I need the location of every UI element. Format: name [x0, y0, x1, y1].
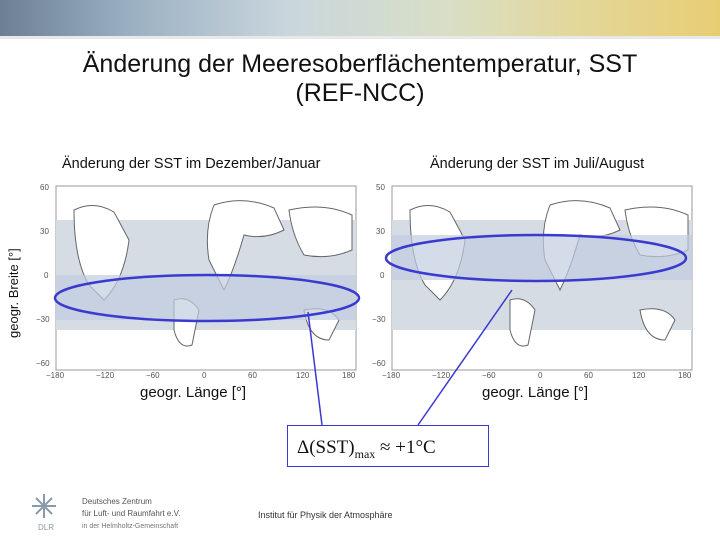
x-tick: 120 [632, 371, 646, 380]
y-axis-label: geogr. Breite [°] [6, 248, 21, 338]
x-tick: 0 [538, 371, 543, 380]
x-tick: 180 [342, 371, 356, 380]
x-tick: 0 [202, 371, 207, 380]
y-tick: −30 [372, 315, 386, 324]
x-tick: −180 [382, 371, 401, 380]
x-tick: 60 [584, 371, 593, 380]
svg-text:für Luft- und Raumfahrt e.V.: für Luft- und Raumfahrt e.V. [82, 509, 181, 518]
y-tick: −30 [36, 315, 50, 324]
y-tick: 60 [40, 183, 49, 192]
x-tick: −60 [482, 371, 496, 380]
x-tick: 180 [678, 371, 692, 380]
x-tick: 120 [296, 371, 310, 380]
y-tick: 50 [376, 183, 385, 192]
slide-title-line1: Änderung der Meeresoberflächentemperatur, SST [82, 50, 638, 78]
map-left-title: Änderung der SST im Dezember/Januar [62, 156, 321, 172]
x-tick: −120 [432, 371, 451, 380]
x-tick: −120 [96, 371, 115, 380]
svg-text:in der Helmholtz-Gemeinschaft: in der Helmholtz-Gemeinschaft [82, 523, 179, 530]
dlr-logo [30, 492, 220, 536]
y-tick: −60 [36, 359, 50, 368]
x-axis-label-right: geogr. Länge [°] [482, 384, 589, 401]
x-axis-label-left: geogr. Länge [°] [140, 384, 247, 401]
map-right-title: Änderung der SST im Juli/August [430, 156, 645, 172]
x-tick: −180 [46, 371, 65, 380]
y-tick: 0 [380, 271, 385, 280]
y-tick: 30 [376, 227, 385, 236]
delta-sst-max: $\Delta(SST)_{max} \approx +1^\circ C$ [297, 437, 436, 461]
slide-title-line2: (REF-NCC) [295, 79, 425, 107]
svg-text:DLR: DLR [38, 523, 55, 532]
y-tick: 30 [40, 227, 49, 236]
x-tick: −60 [146, 371, 160, 380]
y-tick: −60 [372, 359, 386, 368]
institute-name: Institut für Physik der Atmosphäre [258, 510, 393, 520]
x-tick: 60 [248, 371, 257, 380]
y-tick: 0 [44, 271, 49, 280]
svg-text:Deutsches Zentrum: Deutsches Zentrum [82, 497, 152, 506]
